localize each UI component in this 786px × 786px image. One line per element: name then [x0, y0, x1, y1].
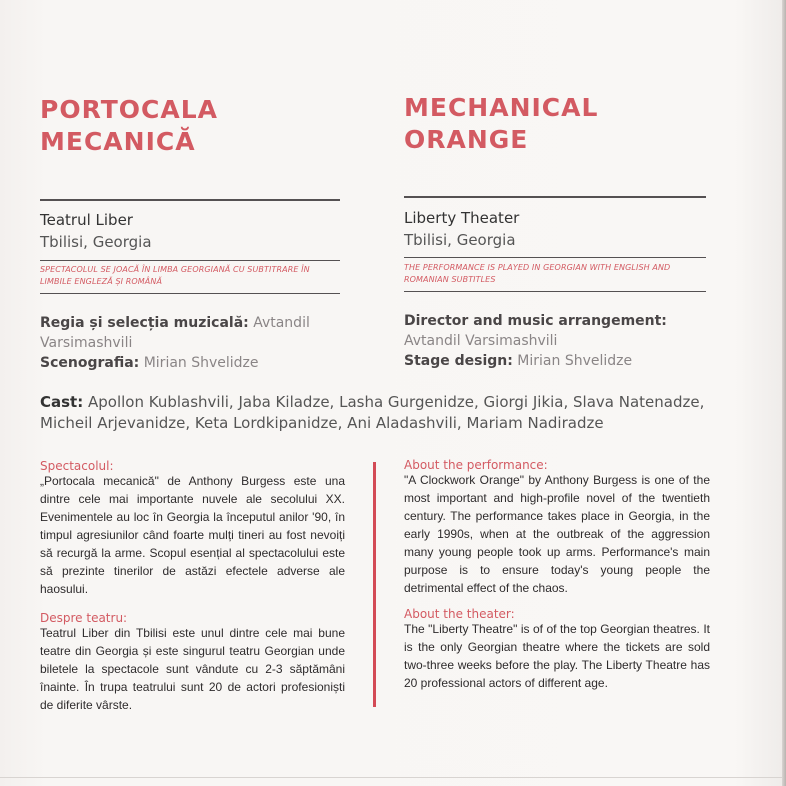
note-top-rule-left — [40, 260, 340, 261]
title-rule-left — [40, 199, 340, 201]
performance-heading-right: About the performance: — [404, 458, 548, 472]
venue-city-left: Tbilisi, Georgia — [40, 233, 152, 251]
performance-text-right: "A Clockwork Orange" by Anthony Burgess is one of the most important and high-profile novel of the twentieth century. The performance takes place in Georgia, in the early 1990s, when at the outbreak of the aggression many young people took up arms. Performance's main purpose is to ensure today's young people the detrimental effect of the chaos. — [404, 473, 710, 595]
venue-block-left — [40, 209, 340, 253]
design-value-right: Mirian Shvelidze — [512, 353, 633, 369]
column-divider — [373, 462, 376, 707]
venue-name-left: Teatrul Liber — [40, 211, 133, 229]
note-bottom-rule-left — [40, 293, 340, 294]
credits-right — [404, 311, 706, 371]
director-value-right: Avtandil Varsimashvili — [404, 333, 558, 349]
theater-text-left: Teatrul Liber din Tbilisi este unul dintre cele mai bune teatre din Georgia și este singurul teatru Georgian unde biletele la spectacole sunt vândute cu 2-3 săptămâni înainte. În trupa teatrului sunt 20 de actori profesioniști de diferite vârste. — [40, 626, 345, 712]
performance-heading-left: Spectacolul: — [40, 459, 114, 473]
design-value-left: Mirian Shvelidze — [139, 355, 259, 371]
page-bottom-line — [0, 777, 782, 778]
theater-text-right: The "Liberty Theatre" is of of the top Georgian theatres. It is the only Georgian theatre where the tickets are sold two-three weeks before the play. The Liberty Theatre has 20 professional actors of different age. — [404, 622, 710, 690]
venue-city-right: Tbilisi, Georgia — [404, 231, 516, 249]
title-english: MECHANICAL ORANGE — [404, 93, 599, 154]
director-value-left: Avtandil Varsimashvili — [40, 315, 310, 351]
design-credit-left — [40, 353, 340, 373]
title-romanian: PORTOCALA MECANICĂ — [40, 95, 218, 156]
subtitle-note-left: SPECTACOLUL SE JOACĂ ÎN LIMBA GEORGIANĂ CU SUBTITRARE ÎN LIMBILE ENGLEZĂ ȘI ROMÂNĂ — [40, 265, 310, 286]
title-rule-right — [404, 196, 706, 198]
director-credit-right — [404, 311, 706, 351]
note-bottom-rule-right — [404, 291, 706, 292]
design-credit-right — [404, 351, 706, 371]
venue-block-right — [404, 207, 706, 251]
note-top-rule-right — [404, 257, 706, 258]
cast-names: Apollon Kublashvili, Jaba Kiladze, Lasha Gurgenidze, Giorgi Jikia, Slava Natenadze, Micheil Arjevanidze, Keta Lordkipanidze, Ani Aladashvili, Mariam Nadiradze — [40, 393, 705, 432]
director-label-right: Director and music arrangement: — [404, 313, 667, 329]
credits-left — [40, 313, 340, 373]
director-credit-left — [40, 313, 340, 353]
cast-list — [40, 392, 745, 434]
performance-text-left: „Portocala mecanică" de Anthony Burgess este una dintre cele mai importante nuvele ale secolului XX. Evenimentele au loc în Georgia la începutul anilor '90, în timpul agresiunilor când foarte mulți tineri au fost nevoiți să recurgă la arme. Scopul esențial al spectacolului este să prezinte tinerilor de astăzi efectele adverse ale haosului. — [40, 474, 345, 596]
theater-heading-right: About the theater: — [404, 607, 515, 621]
theater-heading-left: Despre teatru: — [40, 611, 128, 625]
venue-name-right: Liberty Theater — [404, 209, 520, 227]
director-label-left: Regia și selecția muzicală: — [40, 315, 249, 331]
subtitle-note-right: THE PERFORMANCE IS PLAYED IN GEORGIAN WITH ENGLISH AND ROMANIAN SUBTITLES — [404, 263, 671, 284]
design-label-right: Stage design: — [404, 353, 513, 369]
cast-label: Cast: — [40, 393, 84, 411]
design-label-left: Scenografia: — [40, 355, 140, 371]
page-edge-shadow — [782, 0, 786, 786]
